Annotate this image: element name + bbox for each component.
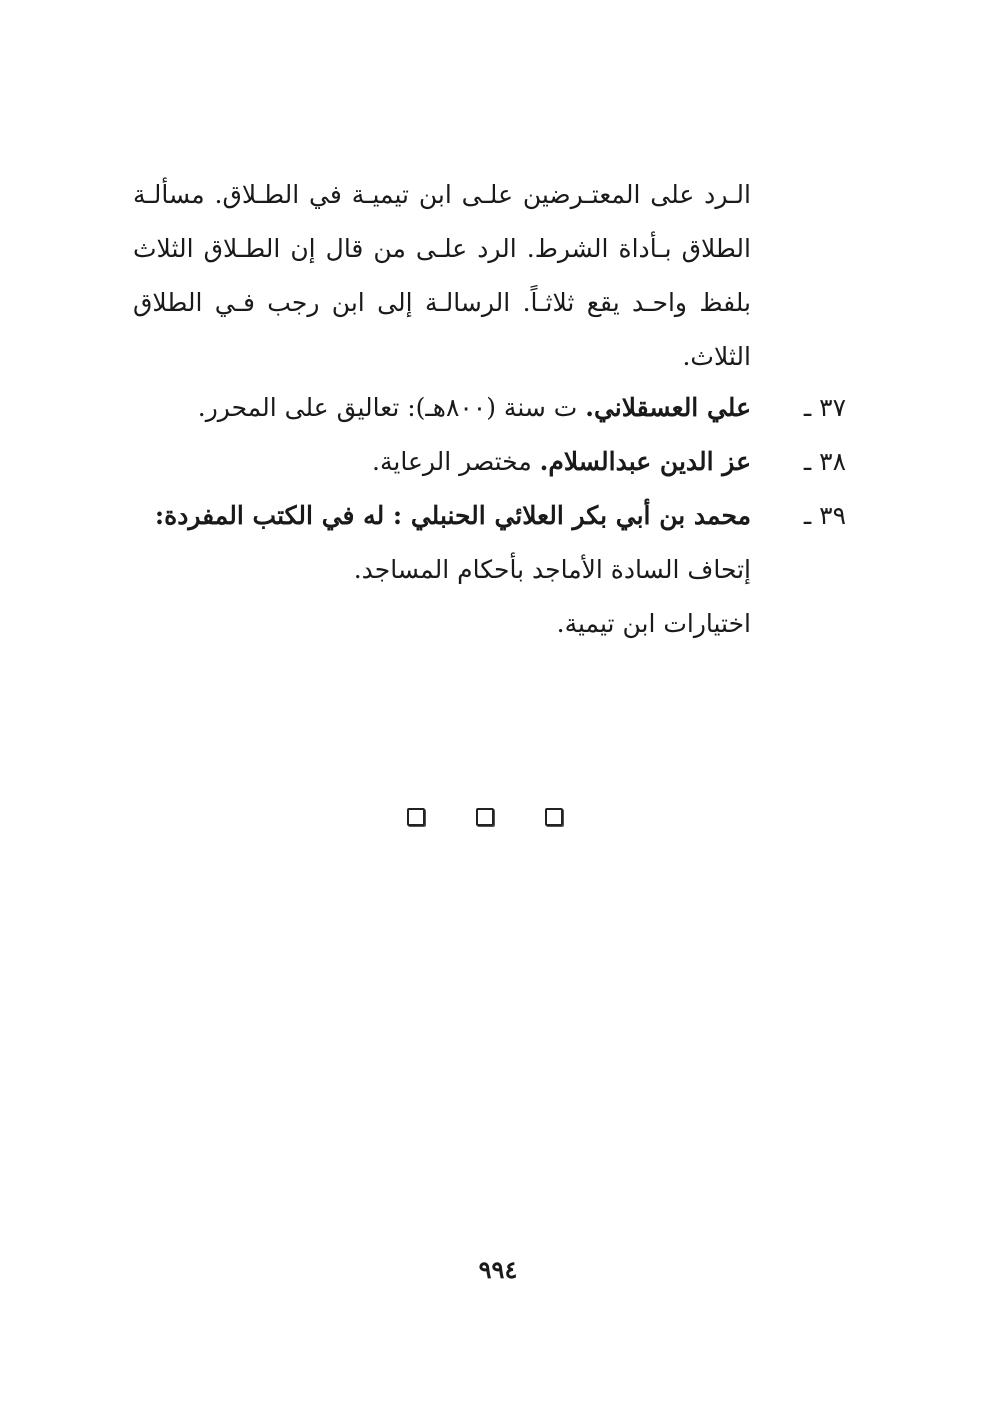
item-39-subline: إتحاف السادة الأماجد بأحكام المساجد. xyxy=(353,555,751,584)
item-number: ٣٧ ـ xyxy=(803,393,846,422)
item-description: مختصر الرعاية. xyxy=(372,447,540,476)
paragraph-line: الطلاق بـأداة الشرط. الرد علـى من قال إن الطـلاق الثلاث xyxy=(133,234,751,263)
item-description: ت سنة (٨٠٠هـ): تعاليق على المحرر. xyxy=(197,393,586,422)
item-number: ٣٩ ـ xyxy=(803,501,846,530)
item-number: ٣٨ ـ xyxy=(803,447,846,476)
continuation-paragraph xyxy=(133,168,751,384)
item-author: محمد بن أبي بكر العلائي الحنبلي : له في الكتب المفردة: xyxy=(154,501,751,530)
item-text xyxy=(198,381,751,435)
square-ornament-icon xyxy=(407,808,425,826)
square-ornament-icon xyxy=(476,808,494,826)
list-item-39 xyxy=(0,489,996,543)
section-separator xyxy=(0,808,996,828)
paragraph-line: الـرد على المعتـرضين علـى ابن تيميـة في الطـلاق. مسألـة xyxy=(133,180,751,209)
item-text xyxy=(155,489,751,543)
item-text xyxy=(372,435,751,489)
square-ornament-icon xyxy=(545,808,563,826)
paragraph-line: الثلاث. xyxy=(682,342,751,371)
item-39-subline: اختيارات ابن تيمية. xyxy=(556,609,751,638)
page-number: ٩٩٤ xyxy=(478,1255,518,1284)
list-item-37 xyxy=(0,381,996,435)
paragraph-line: بلفظ واحـد يقع ثلاثـاً. الرسالـة إلى ابن رجب فـي الطلاق xyxy=(133,288,751,317)
item-author: عز الدين عبدالسلام. xyxy=(539,447,751,476)
item-author: علي العسقلاني. xyxy=(585,393,751,422)
list-item-38 xyxy=(0,435,996,489)
